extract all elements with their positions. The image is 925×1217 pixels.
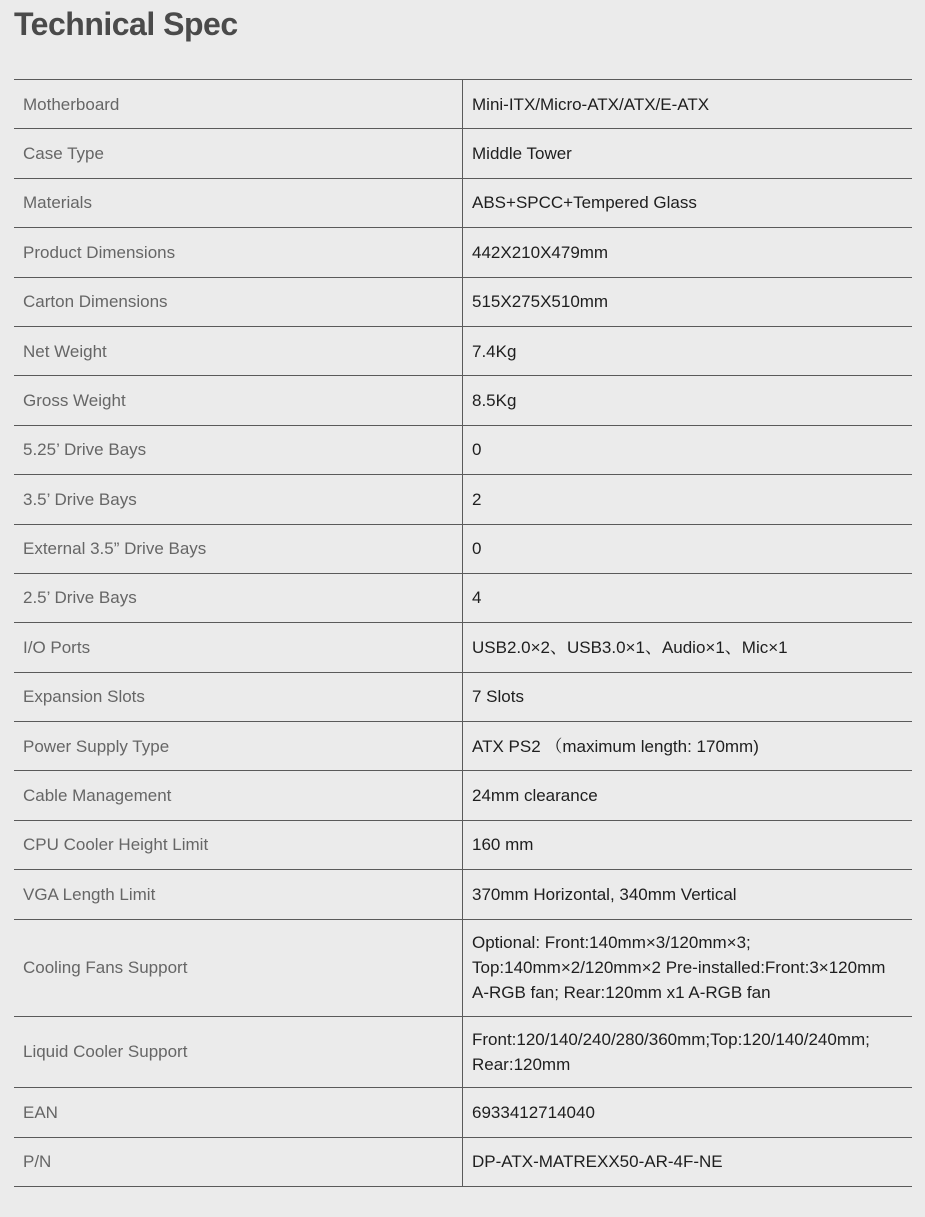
spec-value: 7.4Kg (472, 341, 517, 361)
spec-label: Case Type (14, 129, 463, 178)
spec-value: 6933412714040 (472, 1102, 595, 1122)
spec-value: 24mm clearance (472, 786, 598, 806)
table-row (14, 1137, 912, 1186)
spec-label: Power Supply Type (14, 722, 463, 771)
table-row (14, 1088, 912, 1137)
spec-value: 4 (472, 588, 482, 608)
spec-label: Expansion Slots (14, 672, 463, 721)
spec-label: 3.5’ Drive Bays (14, 475, 463, 524)
spec-label: EAN (14, 1088, 463, 1137)
table-row (14, 919, 912, 1016)
page-title: Technical Spec (14, 6, 238, 42)
table-row (14, 771, 912, 820)
table-row (14, 722, 912, 771)
spec-label: Motherboard (14, 80, 463, 129)
spec-label: CPU Cooler Height Limit (14, 820, 463, 869)
table-row (14, 277, 912, 326)
table-row (14, 228, 912, 277)
spec-label: 5.25’ Drive Bays (14, 425, 463, 474)
spec-label: Liquid Cooler Support (14, 1016, 463, 1088)
spec-label: Cooling Fans Support (14, 919, 463, 1016)
table-row (14, 178, 912, 227)
spec-value: ATX PS2 （maximum length: 170mm) (472, 736, 759, 756)
table-row (14, 475, 912, 524)
spec-label: Carton Dimensions (14, 277, 463, 326)
spec-value: 160 mm (472, 835, 534, 855)
spec-label: 2.5’ Drive Bays (14, 573, 463, 622)
table-row (14, 1016, 912, 1088)
spec-value: 7 Slots (472, 687, 524, 707)
spec-value: Middle Tower (472, 143, 572, 163)
table-row (14, 376, 912, 425)
table-row (14, 573, 912, 622)
spec-value: 370mm Horizontal, 340mm Vertical (472, 884, 737, 904)
spec-value: 2 (472, 489, 482, 509)
spec-label: I/O Ports (14, 623, 463, 672)
spec-value: USB2.0×2、USB3.0×1、Audio×1、Mic×1 (472, 637, 788, 657)
spec-value: Mini-ITX/Micro-ATX/ATX/E-ATX (472, 94, 710, 114)
spec-value: 8.5Kg (472, 390, 517, 410)
spec-value: 0 (472, 440, 482, 460)
spec-label: Net Weight (14, 326, 463, 375)
spec-label: Materials (14, 178, 463, 227)
table-row (14, 80, 912, 129)
table-row (14, 129, 912, 178)
spec-table (14, 79, 912, 1187)
spec-label: VGA Length Limit (14, 870, 463, 919)
spec-label: Product Dimensions (14, 228, 463, 277)
spec-label: External 3.5” Drive Bays (14, 524, 463, 573)
table-row (14, 524, 912, 573)
table-row (14, 820, 912, 869)
table-row (14, 326, 912, 375)
spec-value: ABS+SPCC+Tempered Glass (472, 193, 697, 213)
spec-value: 442X210X479mm (472, 242, 609, 262)
spec-label: Cable Management (14, 771, 463, 820)
spec-value: 0 (472, 539, 482, 559)
table-row (14, 672, 912, 721)
spec-value: 515X275X510mm (472, 292, 609, 312)
spec-label: P/N (14, 1137, 463, 1186)
table-row (14, 425, 912, 474)
spec-label: Gross Weight (14, 376, 463, 425)
spec-value: Optional: Front:140mm×3/120mm×3; Top:140mm×2/120mm×2 Pre-installed:Front:3×120mm A-RGB fan; Rear:120mm x1 A-RGB fan (472, 932, 886, 1003)
table-row (14, 870, 912, 919)
spec-value: DP-ATX-MATREXX50-AR-4F-NE (472, 1152, 723, 1172)
spec-value: Front:120/140/240/280/360mm;Top:120/140/240mm; Rear:120mm (472, 1029, 870, 1074)
table-row (14, 623, 912, 672)
